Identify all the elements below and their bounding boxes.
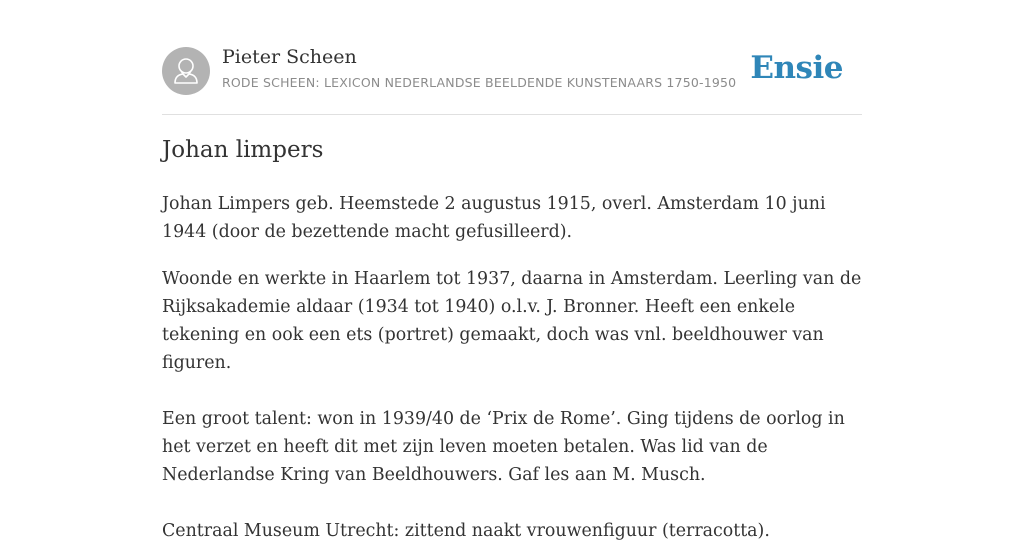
paragraph: Johan Limpers geb. Heemstede 2 augustus 1915, overl. Amsterdam 10 juni 1944 (door de bezettende macht gefusilleerd). [162,194,826,242]
source-label[interactable]: RODE SCHEEN: LEXICON NEDERLANDSE BEELDENDE KUNSTENAARS 1750-1950 [222,75,737,90]
article-header [162,46,862,115]
paragraph: Woonde en werkte in Haarlem tot 1937, daarna in Amsterdam. Leerling van de Rijksakademie aldaar (1934 tot 1940) o.l.v. J. Bronner. Heeft een enkele tekening en ook een ets (portret) gemaakt, doch was vnl. beeldhouwer van figuren. [162,269,862,373]
ensie-logo[interactable]: Ensie [750,50,843,86]
article-title: Johan limpers [162,137,324,163]
author-avatar[interactable] [162,47,210,95]
user-avatar-icon [162,47,210,95]
paragraph: Een groot talent: won in 1939/40 de ‘Prix de Rome’. Ging tijdens de oorlog in het verzet en heeft dit met zijn leven moeten betalen. Was lid van de Nederlandse Kring van Beeldhouwers. Gaf les aan M. Musch. [162,409,845,485]
paragraph: Centraal Museum Utrecht: zittend naakt vrouwenfiguur (terracotta). [162,521,770,541]
article-body [162,190,862,545]
author-name[interactable]: Pieter Scheen [222,46,357,68]
